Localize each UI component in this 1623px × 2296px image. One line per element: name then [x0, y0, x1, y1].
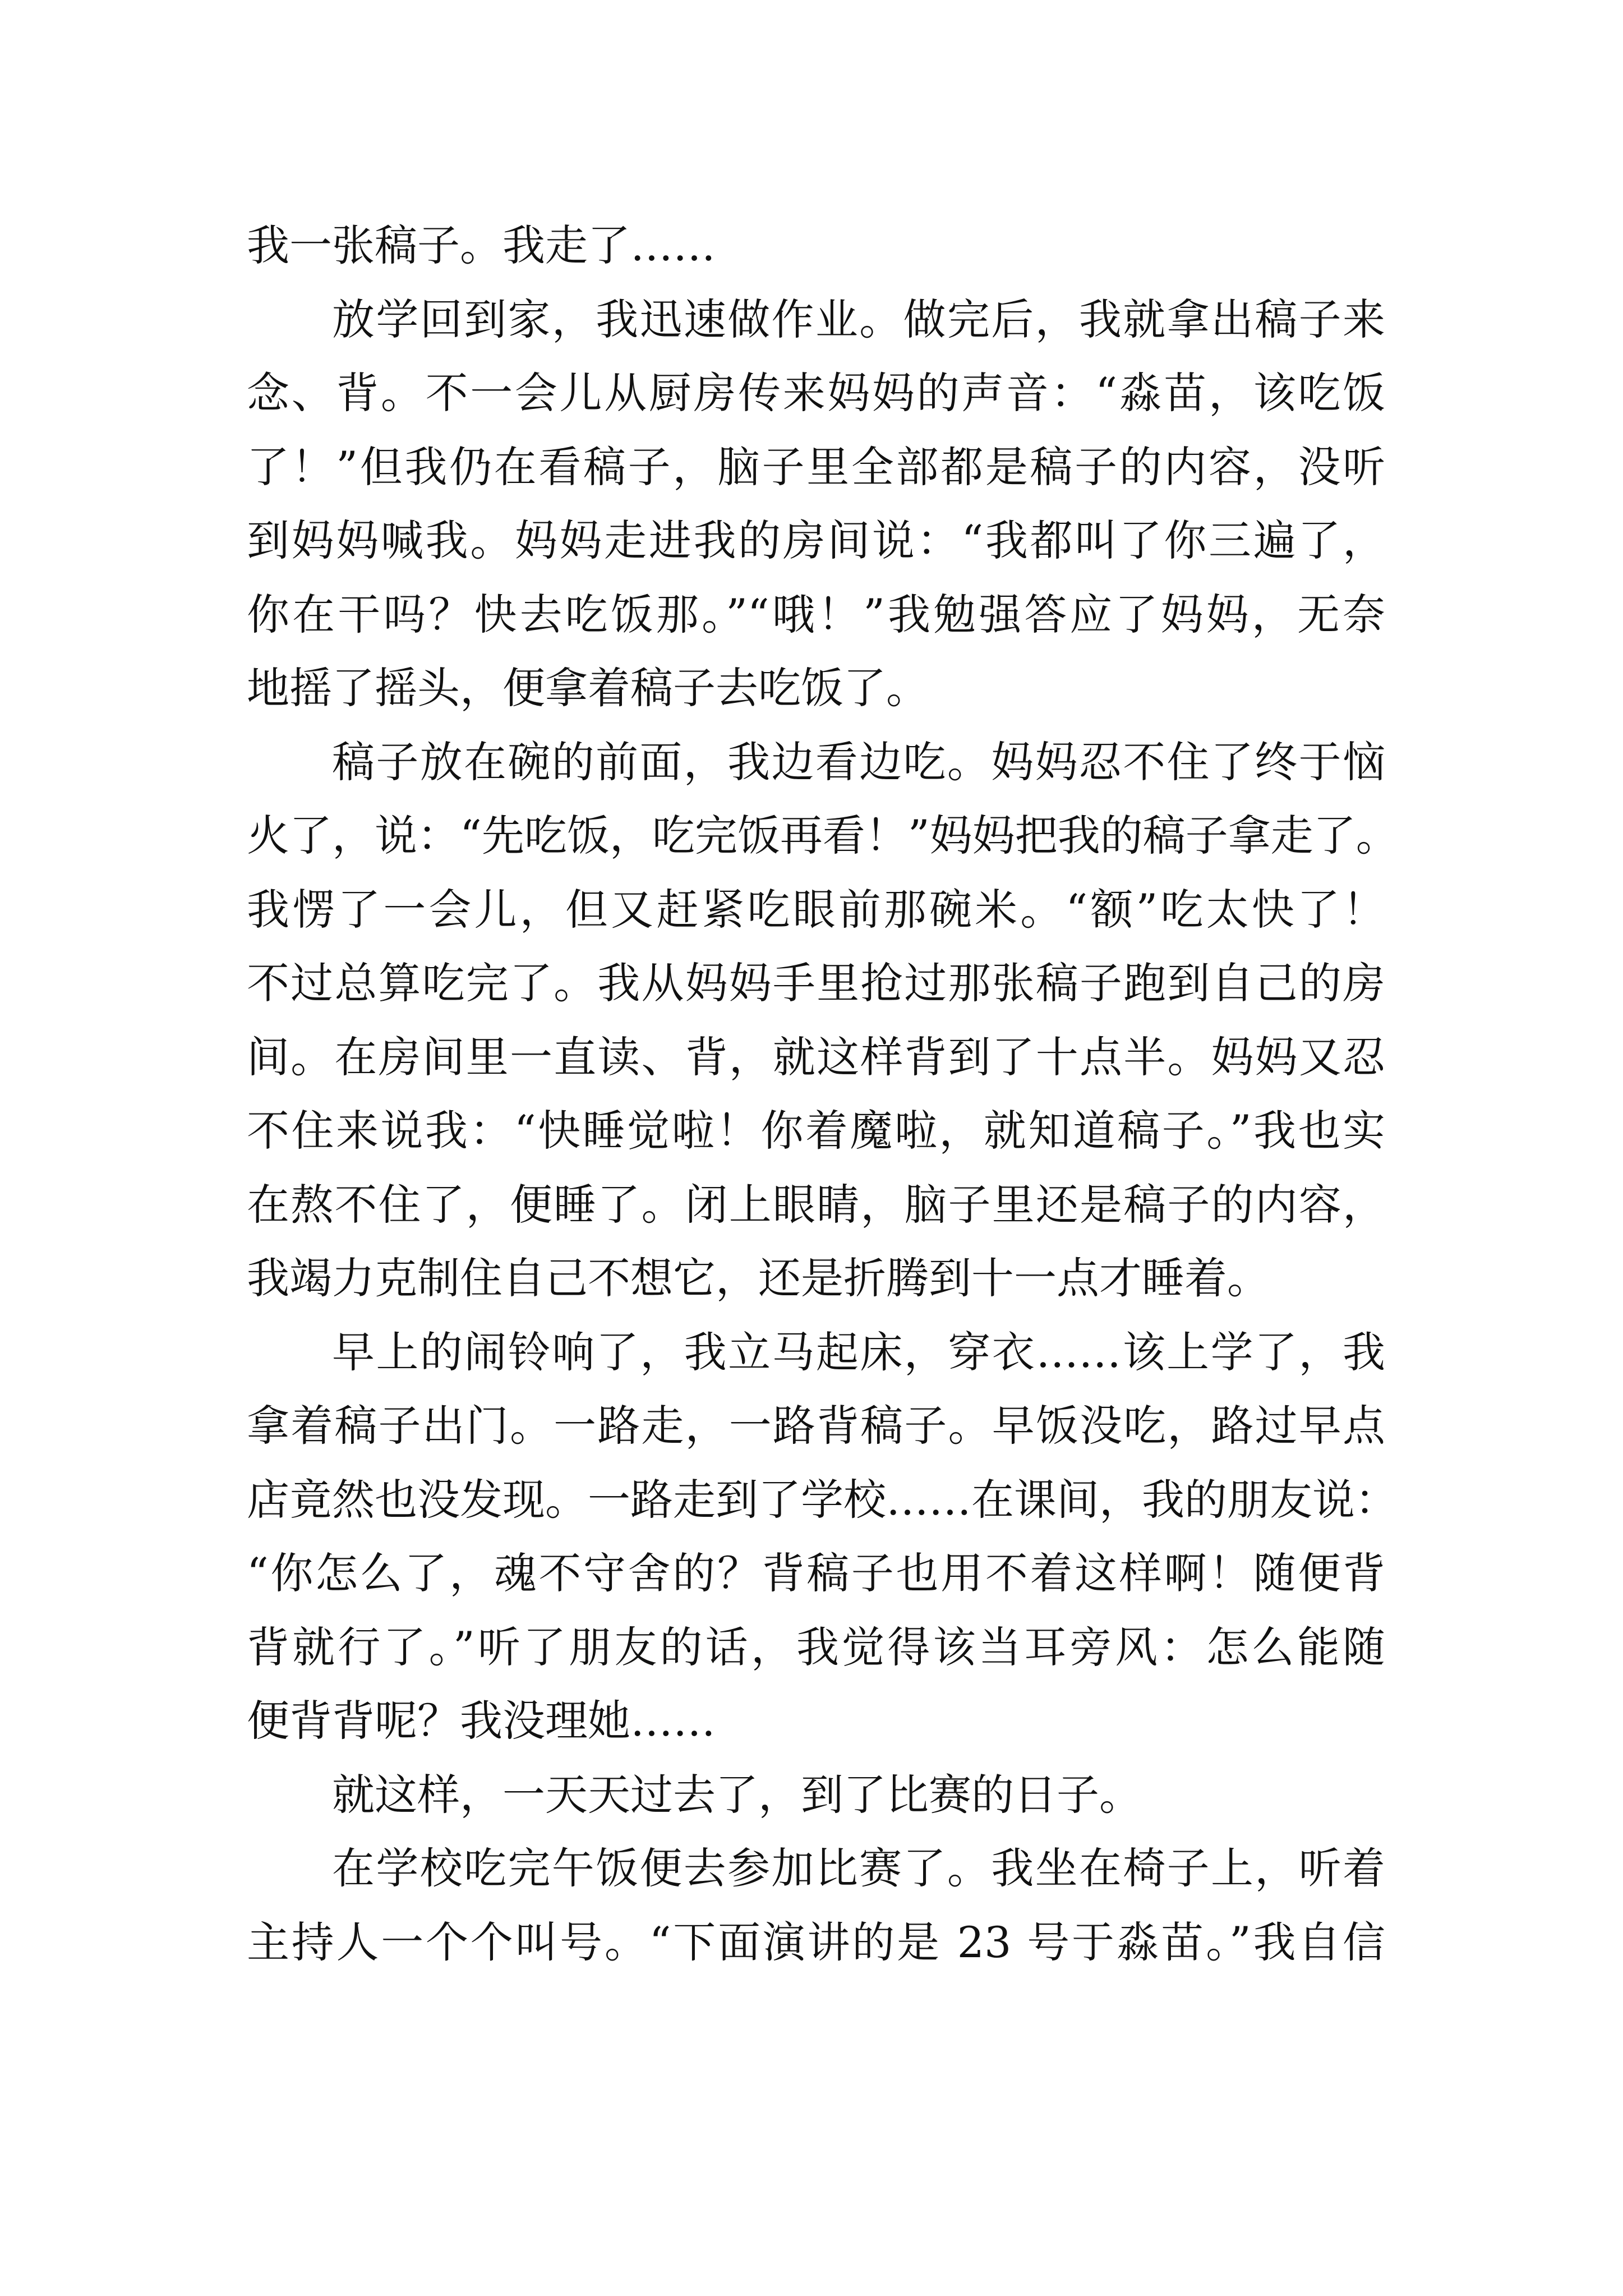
text-line-12: 间。在房间里一直读、背，就这样背到了十点半。妈妈又忍	[247, 1032, 1385, 1082]
text-line-14: 在熬不住了，便睡了。闭上眼睛，脑子里还是稿子的内容，	[247, 1179, 1385, 1230]
text-line-21: 便背背呢？我没理她……	[247, 1696, 716, 1746]
text-line-9: 火了，说：“先吃饭，吃完饭再看！”妈妈把我的稿子拿走了。	[247, 811, 1399, 861]
text-line-7: 地摇了摇头，便拿着稿子去吃饭了。	[247, 663, 929, 713]
text-line-1: 我一张稿子。我走了……	[247, 220, 716, 270]
text-line-6: 你在干吗？快去吃饭那。”“哦！”我勉强答应了妈妈，无奈	[247, 589, 1385, 639]
text-line-3: 念、背。不一会儿从厨房传来妈妈的声音：“淼苗，该吃饭	[247, 368, 1385, 418]
text-line-15: 我竭力克制住自己不想它，还是折腾到十一点才睡着。	[247, 1253, 1270, 1303]
text-line-24: 主持人一个个叫号。“下面演讲的是 23 号于淼苗。”我自信	[247, 1917, 1385, 1967]
text-line-22: 就这样，一天天过去了，到了比赛的日子。	[332, 1769, 1142, 1820]
text-line-13: 不住来说我：“快睡觉啦！你着魔啦，就知道稿子。”我也实	[247, 1106, 1385, 1156]
text-line-19: “你怎么了，魂不守舍的？背稿子也用不着这样啊！随便背	[247, 1548, 1385, 1598]
text-line-2: 放学回到家，我迅速做作业。做完后，我就拿出稿子来	[332, 294, 1385, 344]
text-line-18: 店竟然也没发现。一路走到了学校……在课间，我的朋友说：	[247, 1474, 1398, 1525]
text-line-5: 到妈妈喊我。妈妈走进我的房间说：“我都叫了你三遍了，	[247, 516, 1385, 565]
text-line-17: 拿着稿子出门。一路走，一路背稿子。早饭没吃，路过早点	[247, 1401, 1385, 1451]
text-line-10: 我愣了一会儿，但又赶紧吃眼前那碗米。“额”吃太快了！	[247, 884, 1385, 935]
text-line-20: 背就行了。”听了朋友的话，我觉得该当耳旁风：怎么能随	[247, 1622, 1385, 1672]
text-line-23: 在学校吃完午饭便去参加比赛了。我坐在椅子上，听着	[332, 1843, 1385, 1893]
text-line-11: 不过总算吃完了。我从妈妈手里抢过那张稿子跑到自己的房	[247, 958, 1385, 1008]
essay-body	[247, 209, 1399, 1979]
text-line-4: 了！”但我仍在看稿子，脑子里全部都是稿子的内容，没听	[247, 441, 1385, 492]
text-line-8: 稿子放在碗的前面，我边看边吃。妈妈忍不住了终于恼	[332, 737, 1385, 787]
text-line-16: 早上的闹铃响了，我立马起床，穿衣……该上学了，我	[332, 1327, 1385, 1377]
